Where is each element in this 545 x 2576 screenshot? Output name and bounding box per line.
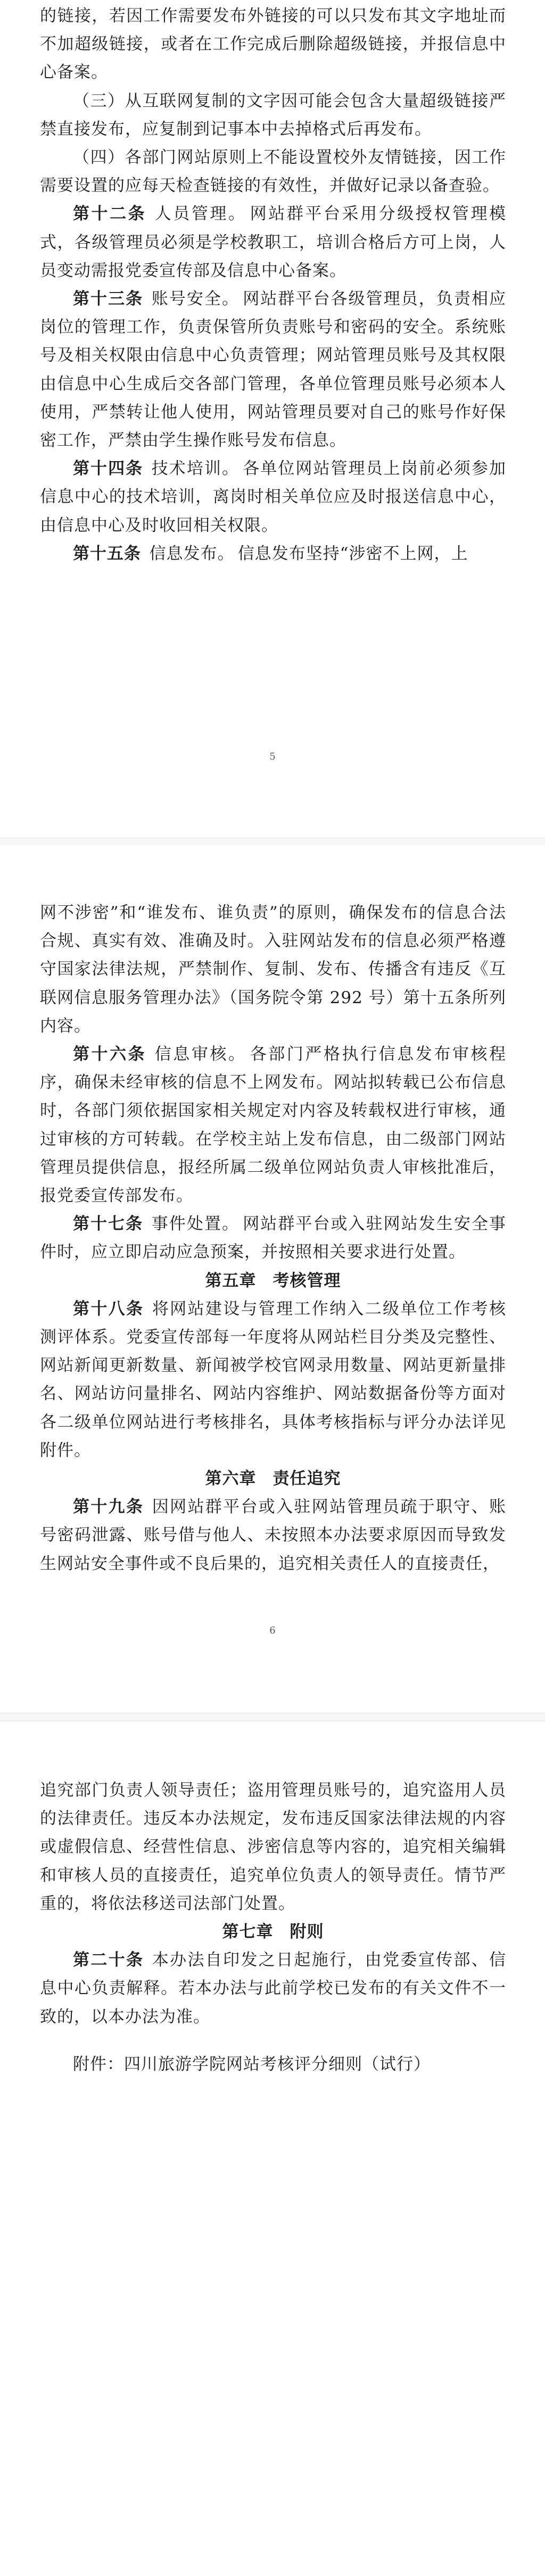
chapter-7-heading [40,1918,506,1946]
page-6-body [40,899,506,1578]
article-number: 第二十条 [73,1950,144,1970]
paragraph-item-3: （三）从互联网复制的文字因可能会包含大量超级链接严禁直接发布，应复制到记事本中去掉格式后再发布。 [40,91,506,139]
article-label: 技术培训。 [151,459,240,479]
article-number: 第十二条 [73,204,147,224]
page-separator [0,1713,545,1721]
chapter-number: 第六章 [205,1469,257,1489]
chapter-title: 考核管理 [272,1271,341,1290]
article-14: 第十四条 技术培训。 各单位网站管理员上岗前必须参加信息中心的技术培训，离岗时相关单位应及时报送信息中心，由信息中心及时收回相关权限。 [40,459,507,535]
article-15: 第十五条 信息发布。 信息发布坚持“涉密不上网，上 [73,544,468,563]
page-5 [0,0,545,845]
paragraph-item-4: （四）各部门网站原则上不能设置校外友情链接，因工作需要设置的应每天检查链接的有效性，并做好记录以备查验。 [40,148,506,196]
article-19: 第十九条 因网站群平台或入驻网站管理员疏于职守、账号密码泄露、账号借与他人、未按照本办法要求原因而导致发生网站安全事件或不良后果的，追究相关责任人的直接责任， [40,1497,507,1573]
chapter-5-heading [40,1267,506,1295]
article-number: 第十四条 [73,459,144,479]
chapter-number: 第七章 [222,1922,274,1942]
article-17: 第十七条 事件处置。 网站群平台或入驻网站发生安全事件时，应立即启动应急预案，并按照相关要求进行处置。 [40,1214,507,1262]
paragraph-continuation: 网不涉密”和“谁发布、谁负责”的原则，确保发布的信息合法合规、真实有效、准确及时。入驻网站发布的信息必须严格遵守国家法律法规，严禁制作、复制、发布、传播含有违反《互联网信息服务管理办法》（国务院令第 292 号）第十五条所列内容。 [40,903,506,1036]
article-label: 人员管理。 [154,204,247,224]
page-number: 6 [269,1625,276,1636]
page-5-body [40,2,506,568]
article-number: 第十五条 [73,544,141,563]
article-number: 第十八条 [73,1299,144,1319]
attachment-note: 附件：四川旅游学院网站考核评分细则（试行） [73,2054,431,2074]
chapter-6-heading [40,1465,506,1493]
paragraph-continuation: 的链接，若因工作需要发布外链接的可以只发布其文字地址而不加超级链接，或者在工作完成后删除超级链接，并报信息中心备案。 [40,6,506,82]
article-16: 第十六条 信息审核。 各部门严格执行信息发布审核程序，确保未经审核的信息不上网发布。网站拟转载已公布信息时，各部门须依据国家相关规定对内容及转载权进行审核，通过审核的方可转载。在学校主站上发布信息，由二级部门网站管理员提供信息，报经所属二级单位网站负责人审核批准后，报党委宣传部发布。 [40,1045,507,1206]
article-18: 第十八条 将网站建设与管理工作纳入二级单位工作考核测评体系。党委宣传部每一年度将从网站栏目分类及完整性、网站新闻更新数量、新闻被学校官网录用数量、网站更新量排名、网站访问量排名、网站内容维护、网站数据备份等方面对各二级单位网站进行考核排名，具体考核指标与评分办法详见附件。 [40,1299,507,1460]
article-13: 第十三条 账号安全。 网站群平台各级管理员，负责相应岗位的管理工作，负责保管所负责账号和密码的安全。系统账号及相关权限由信息中心负责管理；网站管理员账号及其权限由信息中心生成后交各部门管理，各单位管理员账号必须本人使用，严禁转让他人使用，网站管理员要对自己的账号作好保密工作，严禁由学生操作账号发布信息。 [40,289,507,451]
article-label: 事件处置。 [151,1214,240,1234]
article-number: 第十九条 [73,1497,144,1517]
chapter-title: 附则 [290,1922,324,1942]
article-label: 信息发布。 [149,544,235,563]
article-label: 账号安全。 [151,289,240,309]
page-7-body [40,1777,506,2079]
article-20: 第二十条 本办法自印发之日起施行，由党委宣传部、信息中心负责解释。若本办法与此前学校已发布的有关文件不一致的，以本办法为准。 [40,1950,507,2027]
paragraph-continuation: 追究部门负责人领导责任；盗用管理员账号的，追究盗用人员的法律责任。违反本办法规定，发布违反国家法律法规的内容或虚假信息、经营性信息、涉密信息等内容的，追究相关编辑和审核人员的直接责任，追究单位负责人的领导责任。情节严重的，将依法移送司法部门处置。 [40,1781,506,1913]
chapter-title: 责任追究 [272,1469,341,1489]
page-number: 5 [269,751,276,762]
article-label: 信息审核。 [154,1045,247,1064]
article-number: 第十七条 [73,1214,144,1234]
article-number: 第十六条 [73,1045,147,1064]
article-number: 第十三条 [73,289,144,309]
article-12: 第十二条 人员管理。 网站群平台采用分级授权管理模式，各级管理员必须是学校教职工，培训合格后方可上岗，人员变动需报党委宣传部及信息中心备案。 [40,204,507,280]
chapter-number: 第五章 [205,1271,257,1290]
